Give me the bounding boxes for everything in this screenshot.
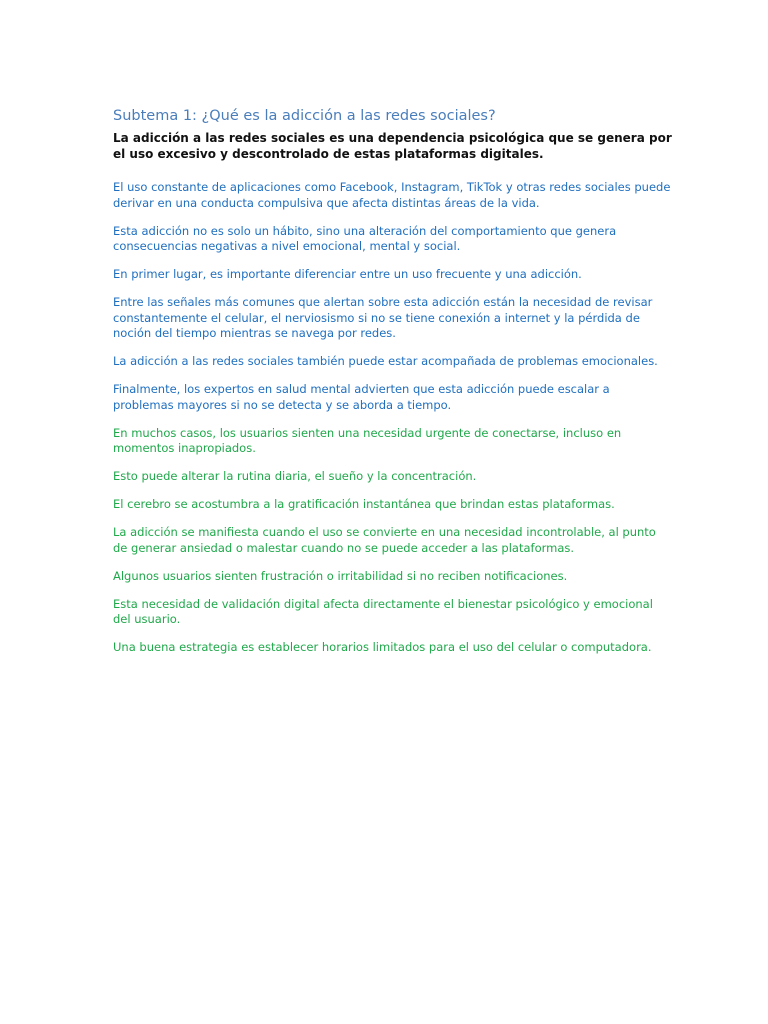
paragraph-green-1: En muchos casos, los usuarios sienten una necesidad urgente de conectarse, incluso en momentos inapropiados. xyxy=(113,425,622,455)
paragraph-green-7: Una buena estrategia es establecer horarios limitados para el uso del celular o computadora. xyxy=(113,640,652,654)
document-page xyxy=(113,106,673,668)
paragraph-blue-4: Entre las señales más comunes que alertan sobre esta adicción están la necesidad de revisar constantemente el celular, el nerviosismo si no se tiene conexión a internet y la pérdida de noción del tiempo mientras se navega por redes. xyxy=(113,295,653,340)
paragraph-green-3: El cerebro se acostumbra a la gratificación instantánea que brindan estas plataformas. xyxy=(113,497,615,511)
paragraph-green-4: La adicción se manifiesta cuando el uso se convierte en una necesidad incontrolable, al punto de generar ansiedad o malestar cuando no se puede acceder a las plataformas. xyxy=(113,525,656,555)
paragraph-green-5: Algunos usuarios sienten frustración o irritabilidad si no reciben notificaciones. xyxy=(113,568,568,583)
paragraph-blue-3: En primer lugar, es importante diferenciar entre un uso frecuente y una adicción. xyxy=(113,267,582,281)
paragraph-blue-6: Finalmente, los expertos en salud mental advierten que esta adicción puede escalar a problemas mayores si no se detecta y se aborda a tiempo. xyxy=(113,382,610,412)
paragraph-green-2: Esto puede alterar la rutina diaria, el sueño y la concentración. xyxy=(113,469,477,483)
intro-paragraph: La adicción a las redes sociales es una dependencia psicológica que se genera por el uso excesivo y descontrolado de estas plataformas digitales. xyxy=(113,131,672,161)
paragraph-green-6: Esta necesidad de validación digital afecta directamente el bienestar psicológico y emocional del usuario. xyxy=(113,596,653,626)
paragraph-blue-2: Esta adicción no es solo un hábito, sino una alteración del comportamiento que genera consecuencias negativas a nivel emocional, mental y social. xyxy=(113,223,617,253)
document-title: Subtema 1: ¿Qué es la adicción a las redes sociales? xyxy=(113,108,496,124)
paragraph-blue-5: La adicción a las redes sociales también puede estar acompañada de problemas emocionales. xyxy=(113,354,658,368)
paragraph-blue-1: El uso constante de aplicaciones como Facebook, Instagram, TikTok y otras redes sociales puede derivar en una conducta compulsiva que afecta distintas áreas de la vida. xyxy=(113,180,671,210)
